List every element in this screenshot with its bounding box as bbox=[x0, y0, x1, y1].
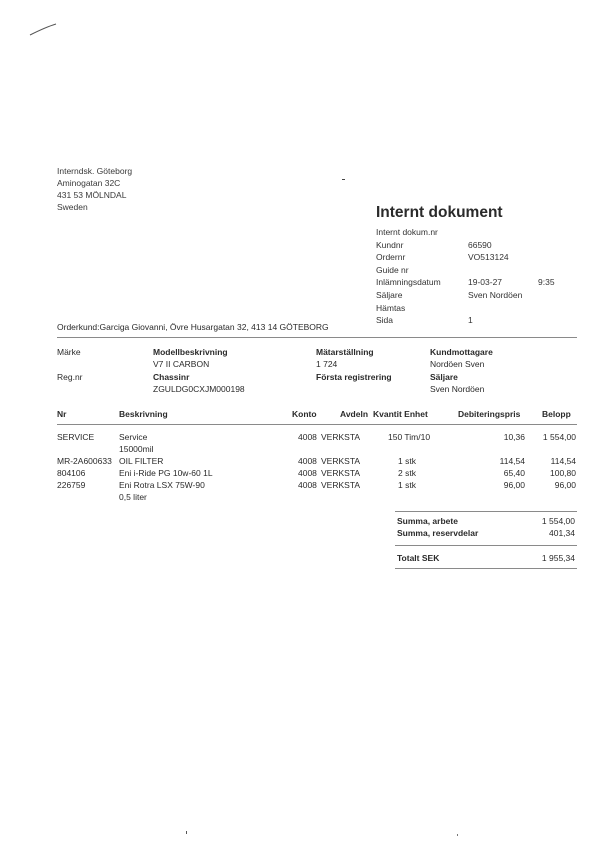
sum-arbete-label: Summa, arbete bbox=[397, 516, 458, 526]
chassi-value: ZGULDG0CXJM000198 bbox=[153, 384, 245, 394]
cell-price: 96,00 bbox=[503, 480, 525, 490]
col-header-kvantitet: Kvantit Enhet bbox=[373, 409, 428, 419]
cell-konto: 4008 bbox=[298, 456, 317, 466]
cell-nr: 226759 bbox=[57, 480, 86, 490]
meta-value-sida: 1 bbox=[468, 315, 473, 326]
sender-name: Interndsk. Göteborg bbox=[57, 166, 133, 176]
meta-label-hamtas: Hämtas bbox=[376, 302, 406, 313]
cell-desc: Eni i-Ride PG 10w-60 1L bbox=[119, 468, 213, 478]
sum-arbete-value: 1 554,00 bbox=[541, 516, 575, 526]
kundmottagare-label: Kundmottagare bbox=[430, 347, 493, 357]
sender-street: Aminogatan 32C bbox=[57, 178, 121, 188]
cell-qty: 1 stk bbox=[398, 480, 416, 490]
cell-price: 114,54 bbox=[499, 456, 525, 466]
meta-label-guidenr: Guide nr bbox=[376, 264, 409, 275]
cell-qty: 150 Tim/10 bbox=[388, 432, 431, 442]
divider bbox=[395, 511, 577, 512]
cell-desc: Eni Rotra LSX 75W-90 bbox=[119, 480, 205, 490]
meta-label-saljare: Säljare bbox=[376, 289, 403, 300]
divider bbox=[395, 545, 577, 546]
cell-avd: VERKSTA bbox=[321, 468, 361, 478]
cell-amount: 96,00 bbox=[554, 480, 576, 490]
ink-speck bbox=[342, 179, 345, 180]
cell-amount: 1 554,00 bbox=[542, 432, 576, 442]
sum-reservdelar-label: Summa, reservdelar bbox=[397, 528, 479, 538]
divider bbox=[395, 568, 577, 569]
meta-row bbox=[376, 226, 576, 239]
meta-value-time: 9:35 bbox=[538, 277, 555, 288]
cell-price: 10,36 bbox=[503, 432, 525, 442]
sender-country: Sweden bbox=[57, 202, 88, 212]
cell-nr: MR-2A600633 bbox=[57, 456, 112, 466]
meta-row bbox=[376, 264, 576, 277]
meta-value-saljare: Sven Nordöen bbox=[468, 289, 523, 300]
saljare-value: Sven Nordöen bbox=[430, 384, 485, 394]
kundmottagare-value: Nordöen Sven bbox=[430, 359, 485, 369]
sender-postal: 431 53 MÖLNDAL bbox=[57, 190, 127, 200]
matar-label: Mätarställning bbox=[316, 347, 374, 357]
cell-avd: VERKSTA bbox=[321, 456, 361, 466]
regnr-label: Reg.nr bbox=[57, 372, 83, 382]
cell-price: 65,40 bbox=[503, 468, 525, 478]
modell-label: Modellbeskrivning bbox=[153, 347, 228, 357]
col-header-belopp: Belopp bbox=[542, 409, 571, 419]
total-label: Totalt SEK bbox=[397, 553, 440, 563]
document-title: Internt dokument bbox=[376, 204, 503, 221]
cell-desc2: 15000mil bbox=[119, 444, 154, 454]
modell-value: V7 II CARBON bbox=[153, 359, 210, 369]
meta-row bbox=[376, 314, 576, 327]
cell-avd: VERKSTA bbox=[321, 480, 361, 490]
meta-block bbox=[376, 226, 576, 327]
cell-qty: 1 stk bbox=[398, 456, 416, 466]
meta-label-sida: Sida bbox=[376, 315, 394, 326]
chassi-label: Chassinr bbox=[153, 372, 190, 382]
meta-row bbox=[376, 239, 576, 252]
cell-desc2: 0,5 liter bbox=[119, 492, 147, 502]
meta-row bbox=[376, 289, 576, 302]
meta-value-ordernr: VO513124 bbox=[468, 252, 509, 263]
meta-row bbox=[376, 302, 576, 315]
cell-nr: SERVICE bbox=[57, 432, 95, 442]
cell-nr: 804106 bbox=[57, 468, 86, 478]
cell-qty: 2 stk bbox=[398, 468, 416, 478]
cell-desc: Service bbox=[119, 432, 148, 442]
cell-amount: 100,80 bbox=[550, 468, 576, 478]
sum-reservdelar-value: 401,34 bbox=[549, 528, 575, 538]
meta-label-dokumnr: Internt dokum.nr bbox=[376, 227, 438, 237]
meta-label-kundnr: Kundnr bbox=[376, 239, 404, 250]
matar-value: 1 724 bbox=[316, 359, 338, 369]
meta-value-inlamningsdatum: 19-03-27 bbox=[468, 277, 503, 288]
meta-label-ordernr: Ordernr bbox=[376, 252, 406, 263]
cell-desc: OIL FILTER bbox=[119, 456, 164, 466]
ink-speck bbox=[457, 834, 458, 836]
cell-konto: 4008 bbox=[298, 480, 317, 490]
sender-address bbox=[57, 165, 132, 213]
divider bbox=[57, 424, 577, 425]
col-header-konto: Konto bbox=[292, 409, 317, 419]
col-header-nr: Nr bbox=[57, 409, 67, 419]
col-header-beskrivning: Beskrivning bbox=[119, 409, 168, 419]
ink-speck bbox=[186, 831, 187, 834]
cell-amount: 114,54 bbox=[550, 456, 576, 466]
orderkund-line: Orderkund:Garciga Giovanni, Övre Husargatan 32, 413 14 GÖTEBORG bbox=[57, 322, 329, 332]
cell-avd: VERKSTA bbox=[321, 432, 361, 442]
cell-konto: 4008 bbox=[298, 468, 317, 478]
total-value: 1 955,34 bbox=[541, 553, 575, 563]
meta-label-inlamningsdatum: Inlämningsdatum bbox=[376, 277, 441, 288]
saljare-label: Säljare bbox=[430, 372, 458, 382]
col-header-avdeln: Avdeln bbox=[340, 409, 369, 419]
marke-label: Märke bbox=[57, 347, 81, 357]
forsta-reg-label: Första registrering bbox=[316, 372, 392, 382]
meta-row bbox=[376, 251, 576, 264]
divider bbox=[57, 337, 577, 338]
col-header-debpris: Debiteringspris bbox=[458, 409, 521, 419]
meta-row bbox=[376, 276, 576, 289]
cell-konto: 4008 bbox=[298, 432, 317, 442]
pen-scribble bbox=[28, 22, 58, 38]
meta-value-kundnr: 66590 bbox=[468, 239, 492, 250]
